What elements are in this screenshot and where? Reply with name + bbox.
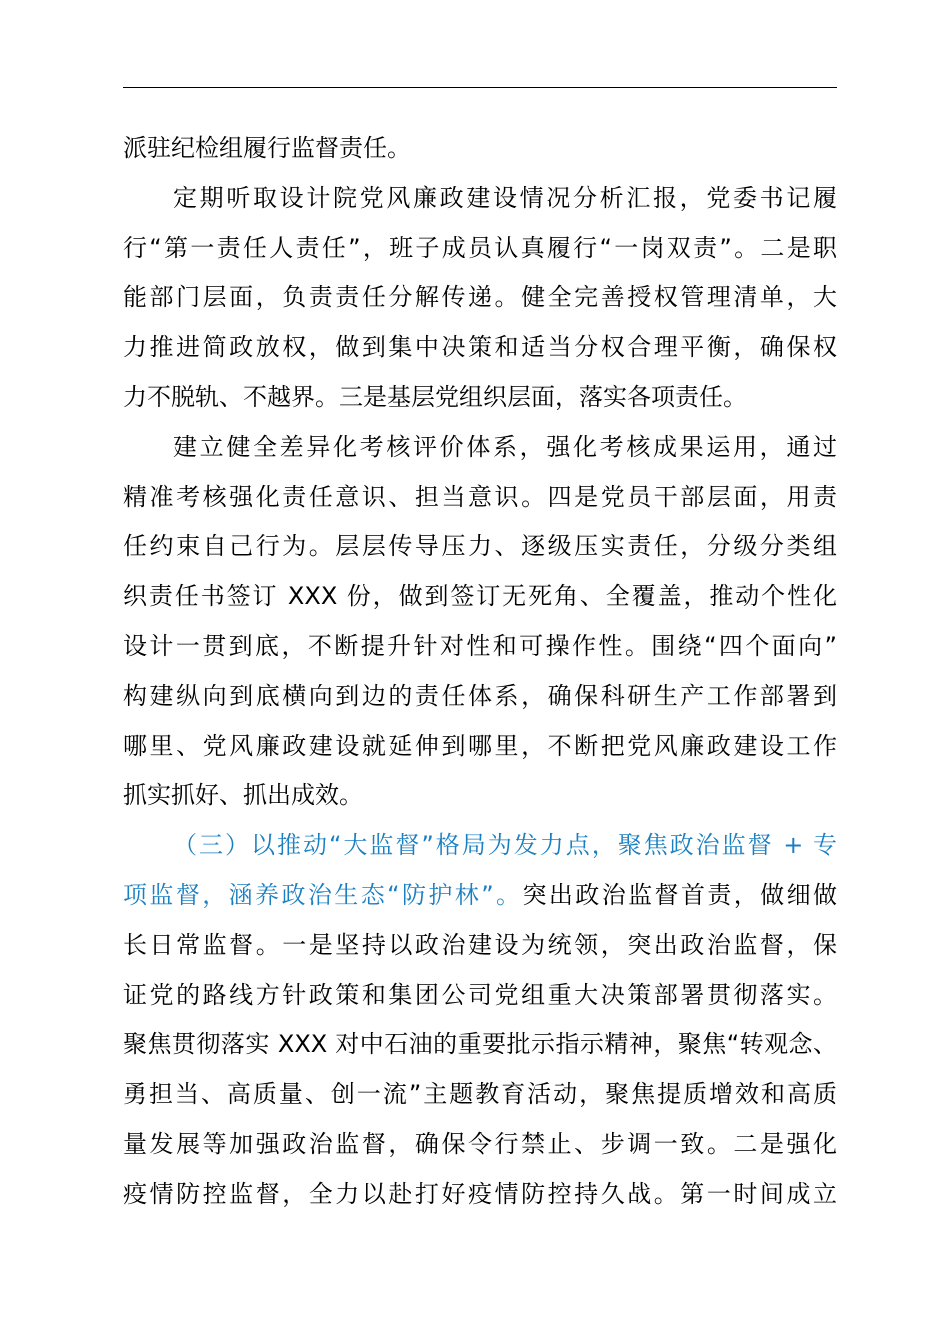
header-rule — [123, 87, 837, 88]
text-line: 抓实抓好、抓出成效。 — [123, 781, 363, 810]
text-line: 量发展等加强政治监督，确保令行禁止、步调一致。二是强化 — [123, 1129, 837, 1158]
text-line: 力不脱轨、不越界。三是基层党组织层面，落实各项责任。 — [123, 382, 747, 411]
text-line: 建立健全差异化考核评价体系，强化考核成果运用，通过 — [173, 432, 837, 461]
section-heading-tail: 项监督，涵养政治生态“防护林”。 — [123, 880, 523, 909]
text-line: 织责任书签订 XXX 份，做到签订无死角、全覆盖，推动个性化 — [123, 582, 837, 611]
text-line: 哪里、党风廉政建设就延伸到哪里，不断把党风廉政建设工作 — [123, 731, 837, 760]
text-line: 精准考核强化责任意识、担当意识。四是党员干部层面，用责 — [123, 482, 837, 511]
text-line: 疫情防控监督，全力以赴打好疫情防控持久战。第一时间成立 — [123, 1179, 837, 1208]
text-line: 派驻纪检组履行监督责任。 — [123, 134, 411, 162]
text-line: 定期听取设计院党风廉政建设情况分析汇报，党委书记履 — [173, 183, 837, 212]
text-line: 能部门层面，负责责任分解传递。健全完善授权管理清单，大 — [123, 283, 837, 312]
text-line: 聚焦贯彻落实 XXX 对中石油的重要批示指示精神，聚焦“转观念、 — [123, 1030, 837, 1059]
text-line: 长日常监督。一是坚持以政治建设为统领，突出政治监督，保 — [123, 930, 837, 959]
text-line: 设计一贯到底，不断提升针对性和可操作性。围绕“四个面向” — [123, 631, 837, 660]
text-segment: 突出政治监督首责，做细做 — [522, 880, 838, 909]
text-line: 勇担当、高质量、创一流”主题教育活动，聚焦提质增效和高质 — [123, 1080, 837, 1109]
section-heading-line: （三）以推动“大监督”格局为发力点，聚焦政治监督 + 专 — [173, 831, 837, 860]
text-line: 证党的路线方针政策和集团公司党组重大决策部署贯彻落实。 — [123, 980, 837, 1009]
text-line: 行“第一责任人责任”，班子成员认真履行“一岗双责”。二是职 — [123, 233, 837, 262]
document-body — [123, 124, 837, 1220]
text-line: 力推进简政放权，做到集中决策和适当分权合理平衡，确保权 — [123, 333, 837, 362]
text-line: 构建纵向到底横向到边的责任体系，确保科研生产工作部署到 — [123, 681, 837, 710]
text-line: 任约束自己行为。层层传导压力、逐级压实责任，分级分类组 — [123, 532, 837, 561]
mixed-line — [123, 871, 837, 921]
